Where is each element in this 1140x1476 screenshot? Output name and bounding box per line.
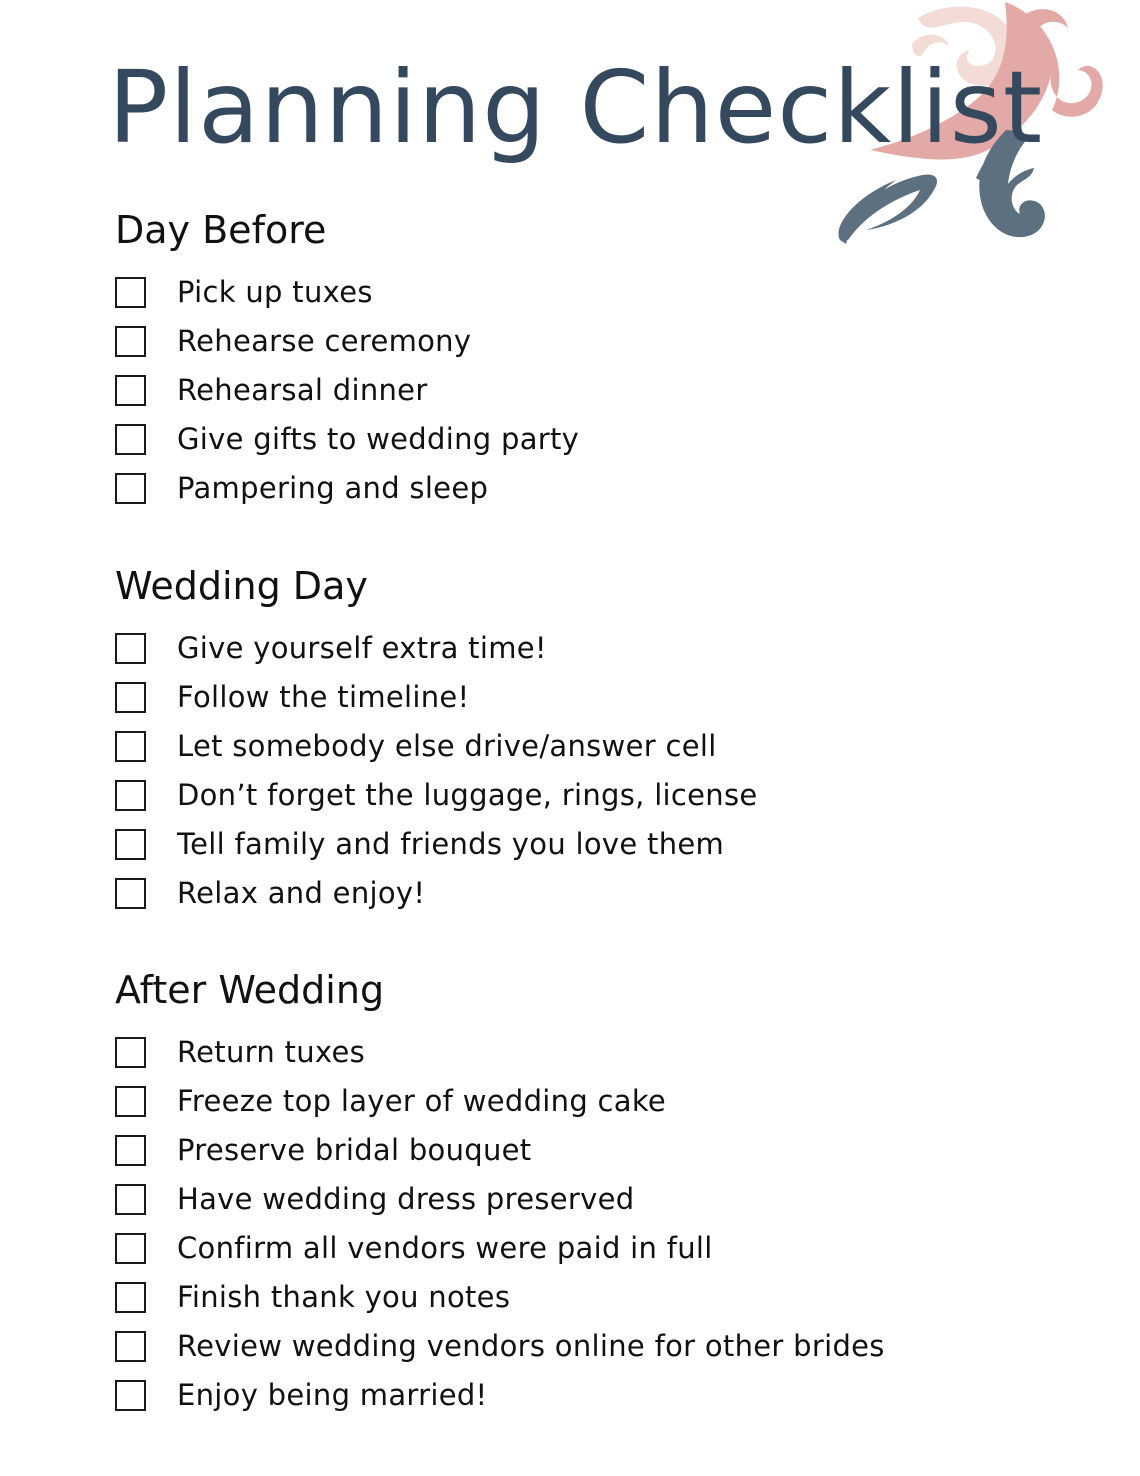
section-after-wedding [115, 966, 885, 1420]
checklist-item-label: Enjoy being married! [177, 1378, 488, 1412]
checklist-item [115, 1126, 885, 1175]
checklist-item [115, 673, 758, 722]
checkbox[interactable] [115, 1037, 146, 1068]
checklist-item-label: Return tuxes [177, 1035, 366, 1069]
checklist-item-label: Review wedding vendors online for other brides [177, 1329, 885, 1363]
checkbox[interactable] [115, 1086, 146, 1117]
checklist-item [115, 366, 579, 415]
checklist-item-label: Preserve bridal bouquet [177, 1133, 532, 1167]
checklist-item [115, 1371, 885, 1420]
checklist-item [115, 722, 758, 771]
checkbox[interactable] [115, 682, 146, 713]
checklist-item [115, 1273, 885, 1322]
checklist-item [115, 1028, 885, 1077]
checklist-item-label: Don’t forget the luggage, rings, license [177, 778, 758, 812]
checklist-item [115, 464, 579, 513]
section-day-before [115, 206, 579, 513]
checkbox[interactable] [115, 375, 146, 406]
checklist-item-label: Pampering and sleep [177, 471, 489, 505]
checkbox[interactable] [115, 1282, 146, 1313]
checklist-item-label: Have wedding dress preserved [177, 1182, 635, 1216]
checkbox[interactable] [115, 780, 146, 811]
checkbox[interactable] [115, 633, 146, 664]
checklist [115, 268, 579, 513]
checklist-item-label: Follow the timeline! [177, 680, 470, 714]
checklist-item [115, 415, 579, 464]
checklist-item [115, 1322, 885, 1371]
section-title: Wedding Day [115, 564, 368, 608]
checkbox[interactable] [115, 1331, 146, 1362]
checklist-item-label: Rehearsal dinner [177, 373, 428, 407]
checkbox[interactable] [115, 731, 146, 762]
checklist-item [115, 624, 758, 673]
checkbox[interactable] [115, 829, 146, 860]
checkbox[interactable] [115, 473, 146, 504]
checkbox[interactable] [115, 1184, 146, 1215]
checkbox[interactable] [115, 1135, 146, 1166]
checklist-item [115, 771, 758, 820]
checklist-item [115, 869, 758, 918]
checklist-item [115, 268, 579, 317]
checkbox[interactable] [115, 277, 146, 308]
checklist [115, 624, 758, 918]
checklist-item-label: Confirm all vendors were paid in full [177, 1231, 713, 1265]
section-wedding-day [115, 562, 758, 918]
page-title: Planning Checklist [108, 49, 1044, 166]
checklist-item [115, 820, 758, 869]
checkbox[interactable] [115, 1380, 146, 1411]
checkbox[interactable] [115, 326, 146, 357]
checklist [115, 1028, 885, 1420]
checkbox[interactable] [115, 878, 146, 909]
section-title: Day Before [115, 208, 327, 252]
checklist-item-label: Tell family and friends you love them [177, 827, 725, 861]
checklist-item-label: Give yourself extra time! [177, 631, 547, 665]
checkbox[interactable] [115, 1233, 146, 1264]
checklist-item-label: Finish thank you notes [177, 1280, 511, 1314]
checklist-item-label: Let somebody else drive/answer cell [177, 729, 717, 763]
checklist-item-label: Rehearse ceremony [177, 324, 472, 358]
section-title: After Wedding [115, 968, 385, 1012]
checklist-item-label: Relax and enjoy! [177, 876, 426, 910]
checklist-item [115, 317, 579, 366]
checklist-item [115, 1224, 885, 1273]
checklist-item-label: Pick up tuxes [177, 275, 373, 309]
checklist-item [115, 1077, 885, 1126]
checklist-item-label: Give gifts to wedding party [177, 422, 580, 456]
checklist-item-label: Freeze top layer of wedding cake [177, 1084, 667, 1118]
checklist-item [115, 1175, 885, 1224]
checkbox[interactable] [115, 424, 146, 455]
